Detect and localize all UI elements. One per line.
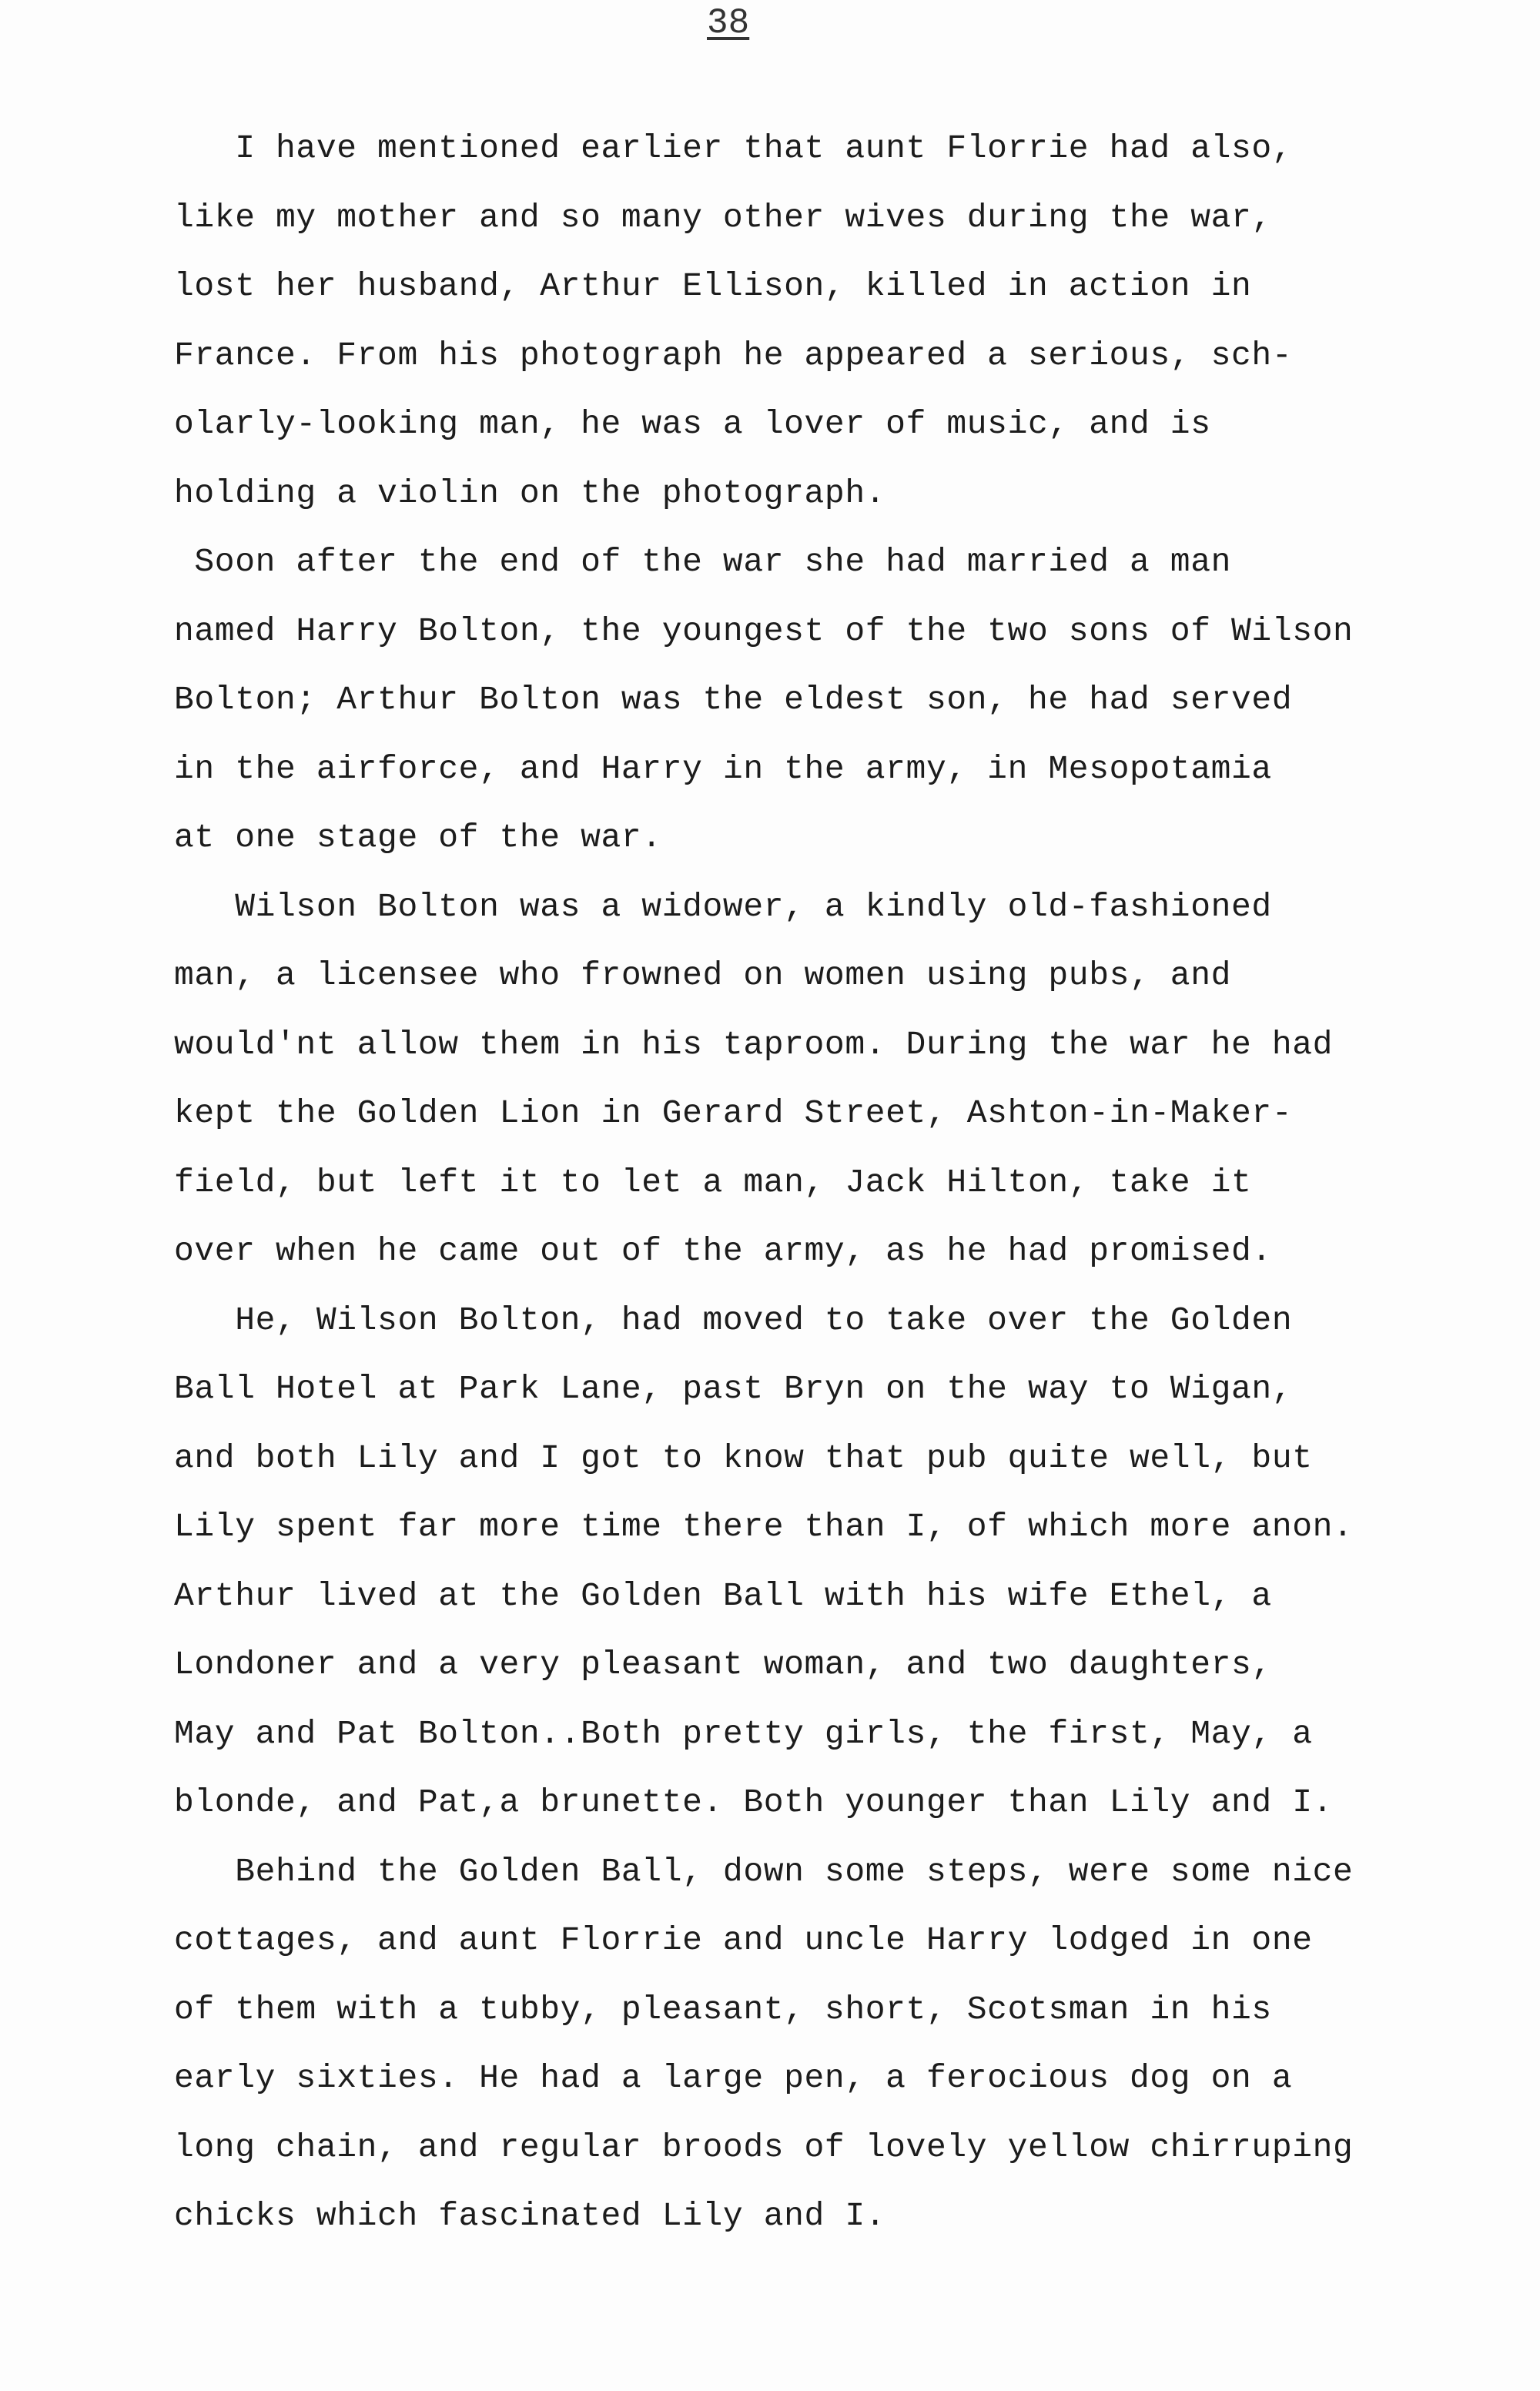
text-line: like my mother and so many other wives during the war, bbox=[174, 198, 1272, 236]
text-line: Bolton; Arthur Bolton was the eldest son, he had served bbox=[174, 681, 1293, 718]
text-line: of them with a tubby, pleasant, short, Scotsman in his bbox=[174, 1990, 1272, 2028]
text-line: long chain, and regular broods of lovely yellow chirruping bbox=[174, 2128, 1354, 2166]
text-line: man, a licensee who frowned on women using pubs, and bbox=[174, 956, 1232, 994]
text-line: in the airforce, and Harry in the army, in Mesopotamia bbox=[174, 749, 1272, 788]
text-line: at one stage of the war. bbox=[174, 819, 662, 856]
text-line: lost her husband, Arthur Ellison, killed in action in bbox=[174, 267, 1252, 305]
text-line: cottages, and aunt Florrie and uncle Harry lodged in one bbox=[174, 1921, 1313, 1959]
text-line: would'nt allow them in his taproom. During the war he had bbox=[174, 1025, 1334, 1063]
text-line: Ball Hotel at Park Lane, past Bryn on the way to Wigan, bbox=[174, 1370, 1293, 1408]
text-line: kept the Golden Lion in Gerard Street, Ashton-in-Maker- bbox=[174, 1094, 1293, 1132]
text-line: over when he came out of the army, as he had promised. bbox=[174, 1232, 1272, 1270]
text-line: I have mentioned earlier that aunt Florrie had also, bbox=[174, 129, 1293, 167]
text-line: May and Pat Bolton..Both pretty girls, the first, May, a bbox=[174, 1714, 1313, 1753]
text-line: holding a violin on the photograph. bbox=[174, 474, 886, 512]
text-line: Wilson Bolton was a widower, a kindly old-fashioned bbox=[174, 887, 1272, 926]
text-line: olarly-looking man, he was a lover of music, and is bbox=[174, 405, 1211, 443]
text-line: Lily spent far more time there than I, of which more anon. bbox=[174, 1508, 1354, 1545]
text-line: Behind the Golden Ball, down some steps, were some nice bbox=[174, 1852, 1354, 1890]
text-line: early sixties. He had a large pen, a ferocious dog on a bbox=[174, 2059, 1293, 2097]
text-line: chicks which fascinated Lily and I. bbox=[174, 2197, 886, 2235]
text-line: blonde, and Pat,a brunette. Both younger than Lily and I. bbox=[174, 1783, 1334, 1821]
text-line: Arthur lived at the Golden Ball with his wife Ethel, a bbox=[174, 1576, 1272, 1615]
typed-text-body bbox=[174, 114, 1514, 2251]
text-line: Soon after the end of the war she had married a man bbox=[174, 543, 1232, 581]
text-line: Londoner and a very pleasant woman, and two daughters, bbox=[174, 1646, 1272, 1683]
text-line: France. From his photograph he appeared a serious, sch- bbox=[174, 336, 1293, 374]
page-number: 38 bbox=[707, 3, 750, 43]
text-line: field, but left it to let a man, Jack Hilton, take it bbox=[174, 1163, 1252, 1201]
text-line: named Harry Bolton, the youngest of the two sons of Wilson bbox=[174, 611, 1354, 650]
text-line: and both Lily and I got to know that pub quite well, but bbox=[174, 1438, 1313, 1477]
text-line: He, Wilson Bolton, had moved to take over the Golden bbox=[174, 1301, 1293, 1339]
